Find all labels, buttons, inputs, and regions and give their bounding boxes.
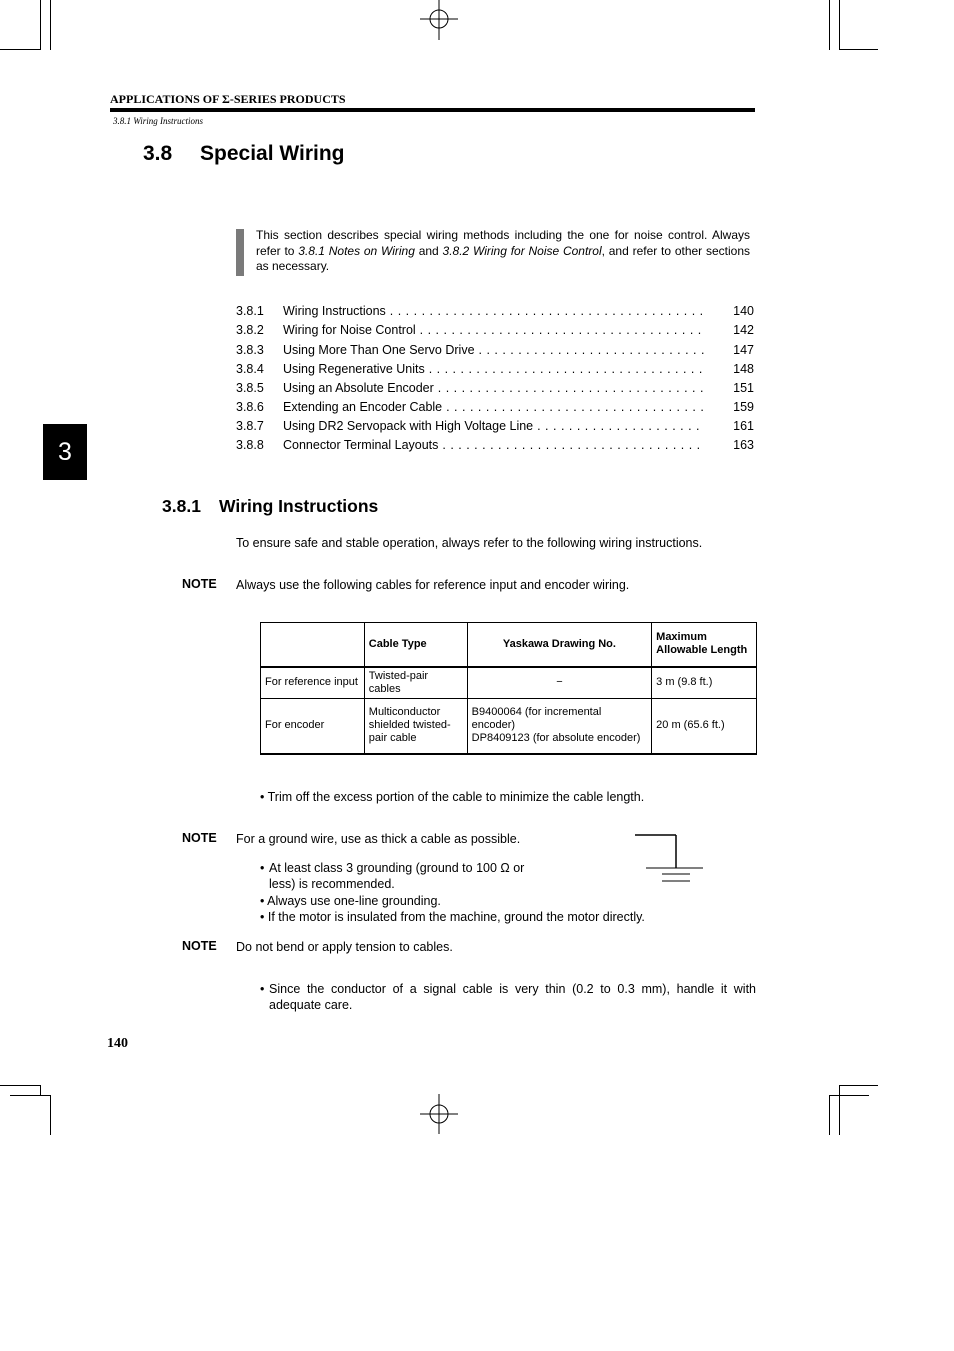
subsection-number: 3.8.1 (162, 496, 201, 516)
table-header: Maximum Allowable Length (652, 623, 757, 667)
toc-entry[interactable]: 3.8.8 Connector Terminal Layouts . . . 163 (236, 438, 754, 456)
table-cell: For reference input (261, 667, 365, 699)
table-row (261, 667, 757, 699)
chapter-tab: 3 (43, 424, 87, 480)
cable-table (260, 622, 757, 755)
note-cables: Always use the following cables for reference input and encoder wiring. (236, 578, 630, 592)
note-label: NOTE (182, 939, 217, 953)
table-cell: Twisted-pair cables (364, 667, 467, 699)
page-number: 140 (107, 1036, 128, 1051)
bullet-trim: • Trim off the excess portion of the cable to minimize the cable length. (260, 790, 645, 804)
registration-mark-bottom (418, 1094, 460, 1136)
running-header: APPLICATIONS OF Σ-SERIES PRODUCTS (110, 92, 346, 106)
note-label: NOTE (182, 577, 217, 591)
intro-paragraph: This section describes special wiring methods including the one for noise control. Always refer to 3.8.1 Notes on Wiring and 3.8.2 Wiring for Noise Control, and refer to other sections as necessary. (256, 228, 750, 273)
note-label: NOTE (182, 831, 217, 845)
toc-entry[interactable]: 3.8.3 Using More Than One Servo Drive . . . 147 (236, 343, 754, 361)
toc-entry[interactable]: 3.8.4 Using Regenerative Units . . . 148 (236, 362, 754, 380)
ground-symbol-icon (632, 832, 706, 884)
table-row (261, 698, 757, 754)
table-cell: Multiconductor shielded twisted-pair cable (364, 698, 467, 754)
table-header: Yaskawa Drawing No. (467, 623, 651, 667)
table-cell: 20 m (65.6 ft.) (652, 698, 757, 754)
note-bend: Do not bend or apply tension to cables. (236, 940, 453, 954)
subsection-title: Wiring Instructions (219, 496, 379, 516)
table-header-row (261, 623, 757, 667)
toc-entry[interactable]: 3.8.5 Using an Absolute Encoder . . . 151 (236, 381, 754, 399)
breadcrumb: 3.8.1 Wiring Instructions (113, 116, 204, 126)
table-cell: − (467, 667, 651, 699)
intro-bar (236, 229, 244, 276)
section-title: Special Wiring (200, 142, 345, 165)
header-rule (110, 108, 755, 112)
toc-entry[interactable]: 3.8.7 Using DR2 Servopack with High Voltage Line . . . 161 (236, 419, 754, 437)
toc-entry[interactable]: 3.8.1 Wiring Instructions . . . 140 (236, 304, 754, 322)
table-cell: For encoder (261, 698, 365, 754)
section-number: 3.8 (143, 142, 173, 165)
registration-mark-top (418, 0, 460, 42)
bullet-grounding-class: • At least class 3 grounding (ground to 100 Ω or less) is recommended. (260, 861, 525, 891)
bullet-signal-cable: • Since the conductor of a signal cable is very thin (0.2 to 0.3 mm), handle it with adequate care. (260, 982, 756, 1012)
toc-entry[interactable]: 3.8.2 Wiring for Noise Control . . . 142 (236, 323, 754, 341)
table-cell: B9400064 (for incremental encoder) DP8409123 (for absolute encoder) (467, 698, 651, 754)
bullet-one-line: • Always use one-line grounding. (260, 894, 441, 908)
table-cell: 3 m (9.8 ft.) (652, 667, 757, 699)
bullet-motor-ground: • If the motor is insulated from the machine, ground the motor directly. (260, 910, 645, 924)
intro-ref-noise[interactable]: 3.8.2 Wiring for Noise Control (442, 243, 602, 258)
table-header (261, 623, 365, 667)
toc-entry[interactable]: 3.8.6 Extending an Encoder Cable . . . 159 (236, 400, 754, 418)
note-ground: For a ground wire, use as thick a cable as possible. (236, 832, 521, 846)
intro-ref-notes[interactable]: 3.8.1 Notes on Wiring (298, 243, 415, 258)
table-header: Cable Type (364, 623, 467, 667)
wiring-intro: To ensure safe and stable operation, always refer to the following wiring instructions. (236, 536, 703, 550)
